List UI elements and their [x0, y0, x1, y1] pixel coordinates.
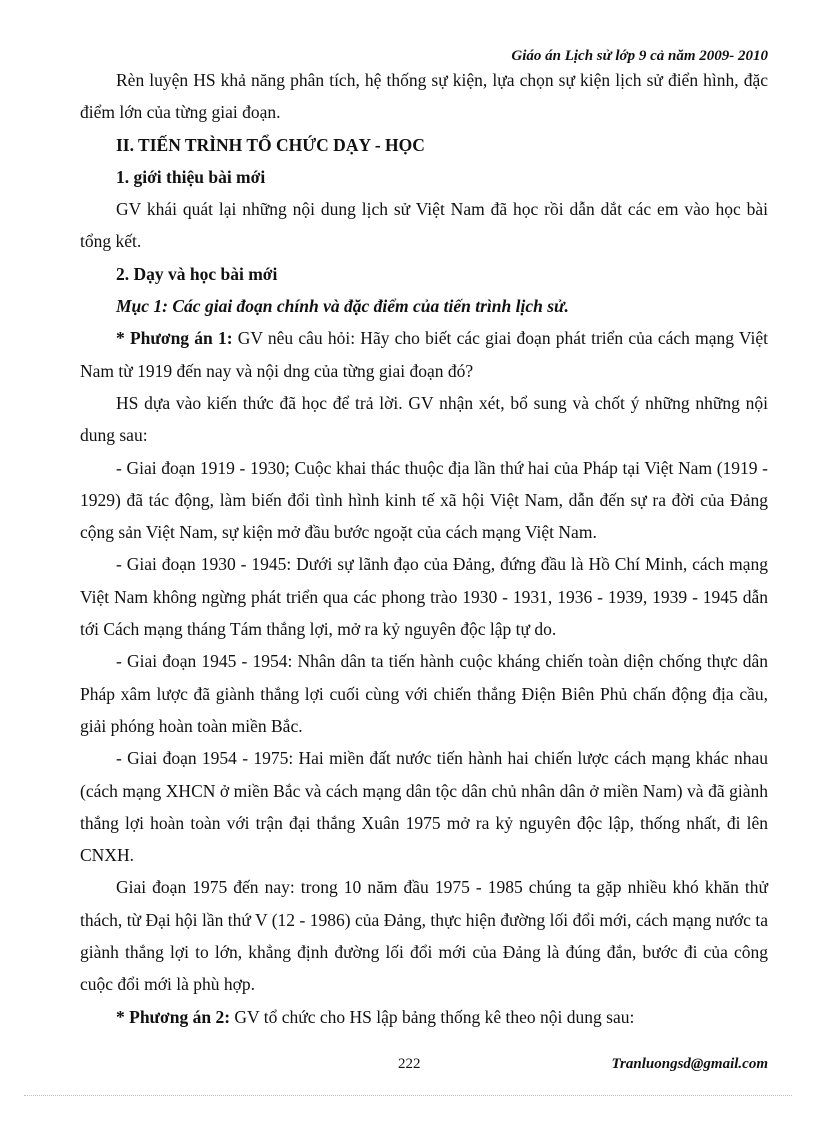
page-header-title: Giáo án Lịch sử lớp 9 cả năm 2009- 2010 [511, 48, 768, 64]
phuong-an-1-text: GV nêu câu hỏi: Hãy cho biết các giai đoạn phát triển của cách mạng Việt Nam từ 1919 đến nay và nội dng của từng giai đoạn đó? [80, 328, 768, 381]
page-number: 222 [398, 1056, 421, 1072]
phuong-an-1-label: * Phương án 1: [116, 328, 233, 349]
muc-1-heading: Mục 1: Các giai đoạn chính và đặc điểm của tiến trình lịch sử. [116, 296, 569, 317]
paragraph-phuong-an-2 [80, 1001, 768, 1033]
subsection-2-heading: 2. Dạy và học bài mới [116, 263, 278, 284]
subsection-1-heading: 1. giới thiệu bài mới [116, 166, 266, 187]
phuong-an-2-text: GV tổ chức cho HS lập bảng thống kê theo nội dung sau: [230, 1006, 635, 1027]
paragraph-period-1945-1954: - Giai đoạn 1945 - 1954: Nhân dân ta tiến hành cuộc kháng chiến toàn diện chống thực dân Pháp xâm lược đã giành thắng lợi cuối cùng với chiến thắng Điện Biên Phủ chấn động địa cầu, giải phóng hoàn toàn miền Bắc. [80, 651, 768, 736]
paragraph-phuong-an-1 [80, 322, 768, 387]
section-2-heading: II. TIẾN TRÌNH TỔ CHỨC DẠY - HỌC [116, 134, 425, 155]
paragraph-period-1930-1945: - Giai đoạn 1930 - 1945: Dưới sự lãnh đạo của Đảng, đứng đầu là Hồ Chí Minh, cách mạng Việt Nam không ngừng phát triển qua các phong trào 1930 - 1931, 1936 - 1939, 1939 - 1945 dẫn tới Cách mạng tháng Tám thắng lợi, mở ra kỷ nguyên độc lập tự do. [80, 554, 768, 640]
paragraph-intro: GV khái quát lại những nội dung lịch sử Việt Nam đã học rồi dẫn dắt các em vào học bài tổng kết. [80, 199, 768, 252]
page-border-divider [24, 1095, 792, 1096]
paragraph-period-1954-1975: - Giai đoạn 1954 - 1975: Hai miền đất nước tiến hành hai chiến lược cách mạng khác nhau (cách mạng XHCN ở miền Bắc và cách mạng dân tộc dân chủ nhân dân ở miền Nam) và đã giành thắng lợi hoàn toàn với trận đại thắng Xuân 1975 mở ra kỷ nguyên độc lập, thống nhất, đi lên CNXH. [80, 748, 768, 866]
paragraph-hs-answer: HS dựa vào kiến thức đã học để trả lời. GV nhận xét, bổ sung và chốt ý những những nội dung sau: [80, 392, 768, 446]
paragraph-period-1919-1930: - Giai đoạn 1919 - 1930; Cuộc khai thác thuộc địa lần thứ hai của Pháp tại Việt Nam (1919 - 1929) đã tác động, làm biến đổi tình hình kinh tế xã hội Việt Nam, dẫn đến sự ra đời của Đảng cộng sản Việt Nam, sự kiện mở đầu bước ngoặt của cách mạng Việt Nam. [80, 457, 768, 543]
paragraph-skills: Rèn luyện HS khả năng phân tích, hệ thống sự kiện, lựa chọn sự kiện lịch sử điển hình, đặc điểm lớn của từng giai đoạn. [80, 70, 768, 123]
footer-email: Tranluongsd@gmail.com [611, 1056, 768, 1072]
phuong-an-2-label: * Phương án 2: [116, 1006, 231, 1027]
paragraph-period-1975-now: Giai đoạn 1975 đến nay: trong 10 năm đầu 1975 - 1985 chúng ta gặp nhiều khó khăn thử thách, từ Đại hội lần thứ V (12 - 1986) của Đảng, thực hiện đường lối đổi mới, cách mạng nước ta giành thắng lợi to lớn, khẳng định đường lối đổi mới của Đảng là đúng đắn, bước đi của công cuộc đổi mới là phù hợp. [80, 877, 768, 995]
page-content [80, 64, 768, 1033]
